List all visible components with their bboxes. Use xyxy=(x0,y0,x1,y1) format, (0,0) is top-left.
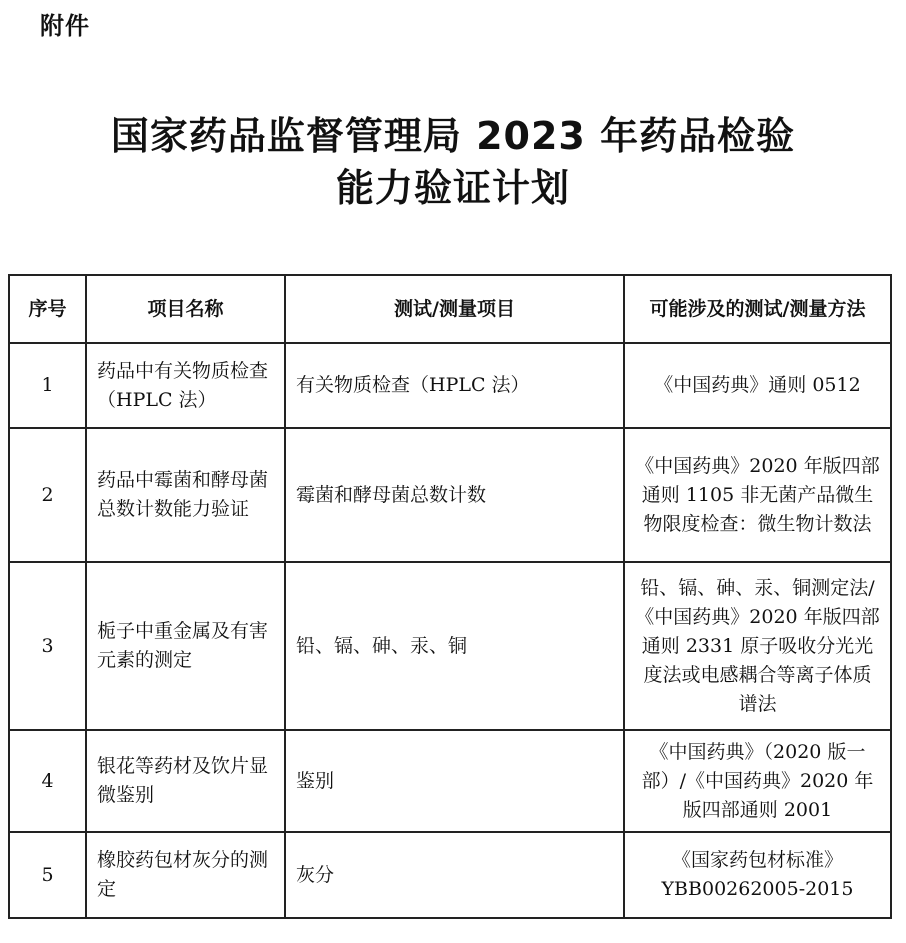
test-method: 《中国药典》2020 年版四部通则 1105 非无菌产品微生物限度检查：微生物计数法 xyxy=(624,428,891,562)
page-title xyxy=(0,110,906,214)
test-item: 有关物质检查（HPLC 法） xyxy=(285,343,624,428)
page-title-line-1: 国家药品监督管理局 2023 年药品检验 xyxy=(110,114,796,158)
column-header-number: 序号 xyxy=(9,275,86,343)
table-row xyxy=(9,832,891,918)
attachment-label: 附件 xyxy=(40,12,90,40)
column-header-test-item: 测试/测量项目 xyxy=(285,275,624,343)
proficiency-testing-plan-table xyxy=(8,274,892,919)
project-name: 银花等药材及饮片显微鉴别 xyxy=(86,730,285,832)
test-method: 《中国药典》（2020 版一部）/《中国药典》2020 年版四部通则 2001 xyxy=(624,730,891,832)
project-name: 栀子中重金属及有害元素的测定 xyxy=(86,562,285,730)
row-number: 1 xyxy=(9,343,86,428)
project-name: 橡胶药包材灰分的测定 xyxy=(86,832,285,918)
table-header-row xyxy=(9,275,891,343)
test-item: 铅、镉、砷、汞、铜 xyxy=(285,562,624,730)
column-header-project-name: 项目名称 xyxy=(86,275,285,343)
test-item: 灰分 xyxy=(285,832,624,918)
test-item: 霉菌和酵母菌总数计数 xyxy=(285,428,624,562)
project-name: 药品中有关物质检查（HPLC 法） xyxy=(86,343,285,428)
row-number: 4 xyxy=(9,730,86,832)
row-number: 5 xyxy=(9,832,86,918)
test-item: 鉴别 xyxy=(285,730,624,832)
row-number: 3 xyxy=(9,562,86,730)
table-row xyxy=(9,428,891,562)
project-name: 药品中霉菌和酵母菌总数计数能力验证 xyxy=(86,428,285,562)
row-number: 2 xyxy=(9,428,86,562)
page-title-line-2: 能力验证计划 xyxy=(335,166,570,210)
test-method: 《国家药包材标准》YBB00262005-2015 xyxy=(624,832,891,918)
test-method: 《中国药典》通则 0512 xyxy=(624,343,891,428)
table-row xyxy=(9,343,891,428)
table-row xyxy=(9,562,891,730)
table-row xyxy=(9,730,891,832)
test-method: 铅、镉、砷、汞、铜测定法/《中国药典》2020 年版四部通则 2331 原子吸收分光光度法或电感耦合等离子体质谱法 xyxy=(624,562,891,730)
column-header-method: 可能涉及的测试/测量方法 xyxy=(624,275,891,343)
